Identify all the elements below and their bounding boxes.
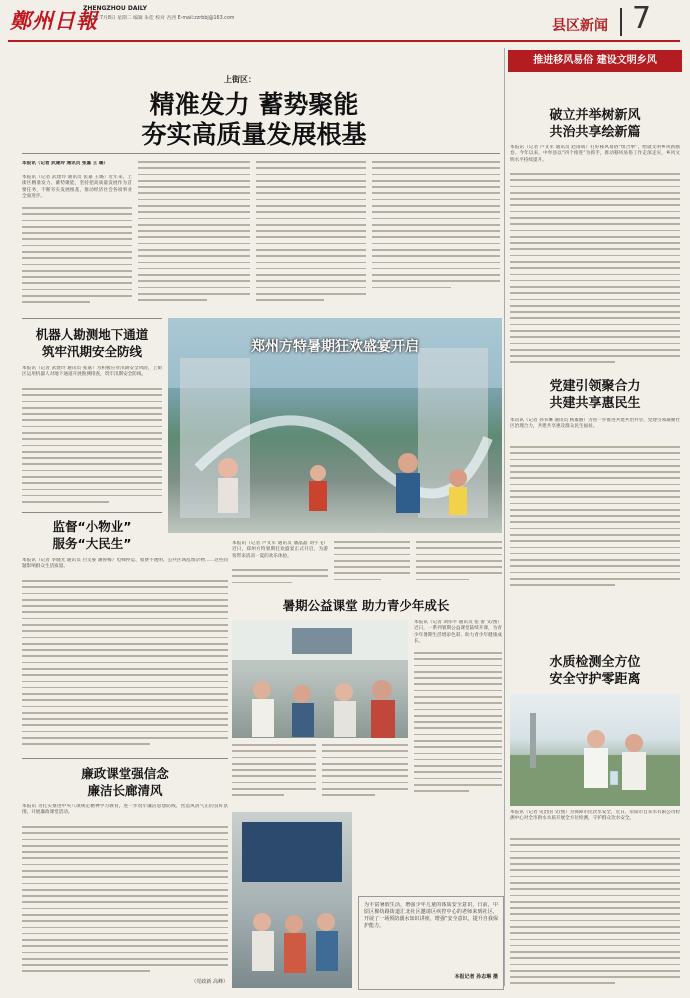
property-body: 本报讯（记者 李晓光 通讯员 白文豪 潘鲁梅）电梯停运、收费不透明、公共区域乱堆杂物……这些问题影响群众生活质量。 xyxy=(22,558,228,570)
water-testing-photo xyxy=(510,693,680,806)
lead-kicker: 上街区： xyxy=(224,75,256,84)
water-body: 本报讯（记者 史治国 文/图）为保障市民饮水安全，近日，荥阳市自来水有限公司检测中心对全市供水水质开展全方位检测，守护群众饮水安全。 xyxy=(510,810,680,822)
rural-body: 本报讯（记者 卢文军 通讯员 赵雨萌）打好移风易俗“组合拳”，绘就文明乡风新画卷。今年以来，中牟县以“四个推进”为抓手，推动移风易俗工作走深走实，乡风文明水平持续提升。 xyxy=(510,145,680,163)
property-body-more xyxy=(22,580,228,755)
party-title-line1: 党建引领聚合力 xyxy=(549,379,641,394)
safety-lecture-photo xyxy=(232,812,352,988)
safety-caption-box xyxy=(358,896,504,990)
welfare-title: 暑期公益课堂 助力青少年成长 xyxy=(282,598,450,613)
summer-body-col3 xyxy=(416,541,502,591)
summer-body-col1 xyxy=(232,569,328,591)
summer-body: 本报讯（记者 卢文军 通讯员 潘晶晶 刘宇飞）近日，郑州方特暑期狂欢盛宴正式开启，为游客带来清凉一夏的欢乐体验。 xyxy=(232,541,328,559)
summer-festival-photo xyxy=(168,318,502,533)
masthead-issue-info: 2025年7月8日 星期二 编辑 朱佳 校对 吾西 E-mail:zzrbbj@163.com xyxy=(83,16,235,21)
tunnel-top-rule xyxy=(22,318,162,319)
lead-body-col3 xyxy=(256,161,366,307)
welfare-body: 本报讯（记者 刘伟平 通讯员 张 蕾 文/图）近日，一系列暑期公益课堂陆续开课，为青少年暑期生活增添色彩，助力青少年健康成长。 xyxy=(414,620,502,644)
party-body: 本讯讯（记者 孙书琳 通讯员 杨素丽）为进一步推进共建共治共享，党建引领凝聚社区治理合力，共建共享惠及群众民生福祉。 xyxy=(510,418,680,430)
tunnel-body-more xyxy=(22,388,162,512)
lead-title-line2: 夯实高质量发展根基 xyxy=(141,120,367,149)
lead-title-line1: 精准发力 蓄势聚能 xyxy=(149,90,359,119)
masthead-rule xyxy=(8,40,680,42)
summer-body-col2 xyxy=(334,541,410,591)
welfare-body-col3 xyxy=(414,652,502,802)
welfare-class-photo xyxy=(232,620,408,738)
lead-title-rule xyxy=(22,153,500,154)
rural-title-line1: 破立并举树新风 xyxy=(549,108,641,123)
water-title-line2: 安全守护零距离 xyxy=(549,672,641,687)
safety-caption: 为丰富暑假生活，增强少年儿童的体质安全意识，日前，中原区棉纺路街道汇北社区邀请区疾控中心的老师来到社区，开展了一场预防溺水知识讲座，增强“安全意识，提升自我保护能力。 xyxy=(364,902,498,929)
section-divider xyxy=(620,8,622,36)
special-banner: 推进移风易俗 建设文明乡风 xyxy=(508,50,682,72)
safety-lecture-photo-art xyxy=(232,812,352,988)
property-title-line1: 监督“小物业” xyxy=(52,519,132,534)
water-testing-photo-art xyxy=(510,693,680,806)
integrity-body: 本报讯 为扎实推进中央八项规定精神学习教育，进一步筑牢廉洁思想防线，营造风清气正的良好氛围，开展廉政课堂活动。 xyxy=(22,804,228,816)
property-title-line2: 服务“大民生” xyxy=(52,536,132,551)
lead-body: 本报讯（记者 武建玲 通讯员 张嘉 王璐）近年来，上街区精准发力、蓄势聚能，坚持把高质量发展作为首要任务，不断夯实发展根基，推动经济社会各项事业全面进步。 xyxy=(22,175,132,199)
integrity-title-line2: 廉洁长廊清风 xyxy=(87,783,163,798)
water-title-line1: 水质检测全方位 xyxy=(549,655,641,670)
welfare-class-photo-art xyxy=(232,620,408,738)
tunnel-body: 本报讯（记者 武建玲 通讯员 张嘉）为积极应对汛期安全风险，上街区运用机器人对地下通道开展勘测排查，筑牢汛期安全防线。 xyxy=(22,366,162,378)
party-title-line2: 共建共享惠民生 xyxy=(549,396,641,411)
masthead-logo: 鄭州日報 xyxy=(10,8,98,33)
rural-title-line2: 共治共享绘新篇 xyxy=(549,125,641,140)
water-body-more xyxy=(510,838,680,990)
right-column-divider xyxy=(504,48,505,986)
party-body-more xyxy=(510,446,680,596)
tunnel-title-line1: 机器人勘测地下通道 xyxy=(35,327,149,342)
rural-body-more xyxy=(510,173,680,368)
welfare-body-col1 xyxy=(232,744,316,804)
integrity-body-more xyxy=(22,826,228,976)
lead-byline: 本报讯（记者 武建玲 通讯员 张嘉 王 璐） xyxy=(22,161,109,166)
integrity-signature: （党政新 高峰） xyxy=(191,979,228,985)
page-number: 7 xyxy=(632,1,652,36)
property-top-rule xyxy=(22,512,162,513)
lead-body-col1 xyxy=(22,207,132,307)
masthead-english-name: ZHENGZHOU DAILY xyxy=(83,5,147,12)
integrity-title-line1: 廉政课堂强信念 xyxy=(81,766,169,781)
lead-body-col2 xyxy=(138,161,250,307)
safety-photo-credit: 本报记者 孙志琳 摄 xyxy=(454,974,498,980)
lead-body-col4 xyxy=(372,161,500,307)
section-name: 县区新闻 xyxy=(552,18,608,34)
welfare-body-col2 xyxy=(322,744,408,804)
tunnel-title-line2: 筑牢汛期安全防线 xyxy=(41,344,142,359)
integrity-top-rule xyxy=(22,758,228,759)
summer-title: 郑州方特暑期狂欢盛宴开启 xyxy=(251,339,419,355)
